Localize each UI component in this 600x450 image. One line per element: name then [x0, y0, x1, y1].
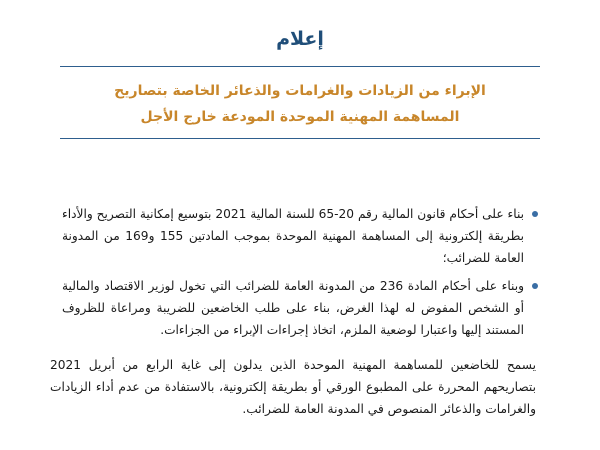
bullet-dot-icon: [532, 283, 538, 289]
list-item-text: وبناء على أحكام المادة 236 من المدونة العامة للضرائب التي تخول لوزير الاقتصاد والمالية أو الشخص المفوض له لهذا الغرض، بناء على طلب الخاضعين للضريبة ومراعاة للظروف المستند إليها واعتبارا لوضعية الملزم، اتخاذ إجراءات الإبراء من الجزاءات.: [62, 279, 524, 337]
top-divider: [60, 66, 540, 67]
page-title: إعلام: [276, 28, 324, 50]
body-paragraph: يسمح للخاضعين للمساهمة المهنية الموحدة الذين يدلون إلى غاية الرابع من أبريل 2021 بتصاريحهم المحررة على المطبوع الورقي أو بطريقة إلكترونية، بالاستفادة من عدم أداء الزيادات والغرامات والذعائر المنصوص في المدونة العامة للضرائب.: [50, 358, 536, 416]
list-item: [62, 275, 536, 341]
subtitle-line-1: الإبراء من الزيادات والغرامات والذعائر الخاصة بتصاريح: [114, 83, 486, 99]
subtitle-line-2: المساهمة المهنية الموحدة المودعة خارج الأجل: [140, 109, 460, 125]
bottom-divider: [60, 138, 540, 139]
list-item: [62, 203, 536, 269]
list-item-text: بناء على أحكام قانون المالية رقم 20-65 للسنة المالية 2021 بتوسيع إمكانية التصريح والأداء بطريقة إلكترونية إلى المساهمة المهنية الموحدة بموجب المادتين 155 و169 من المدونة العامة للضرائب؛: [62, 207, 525, 265]
bullet-dot-icon: [532, 211, 538, 217]
bullet-list: [62, 203, 536, 347]
